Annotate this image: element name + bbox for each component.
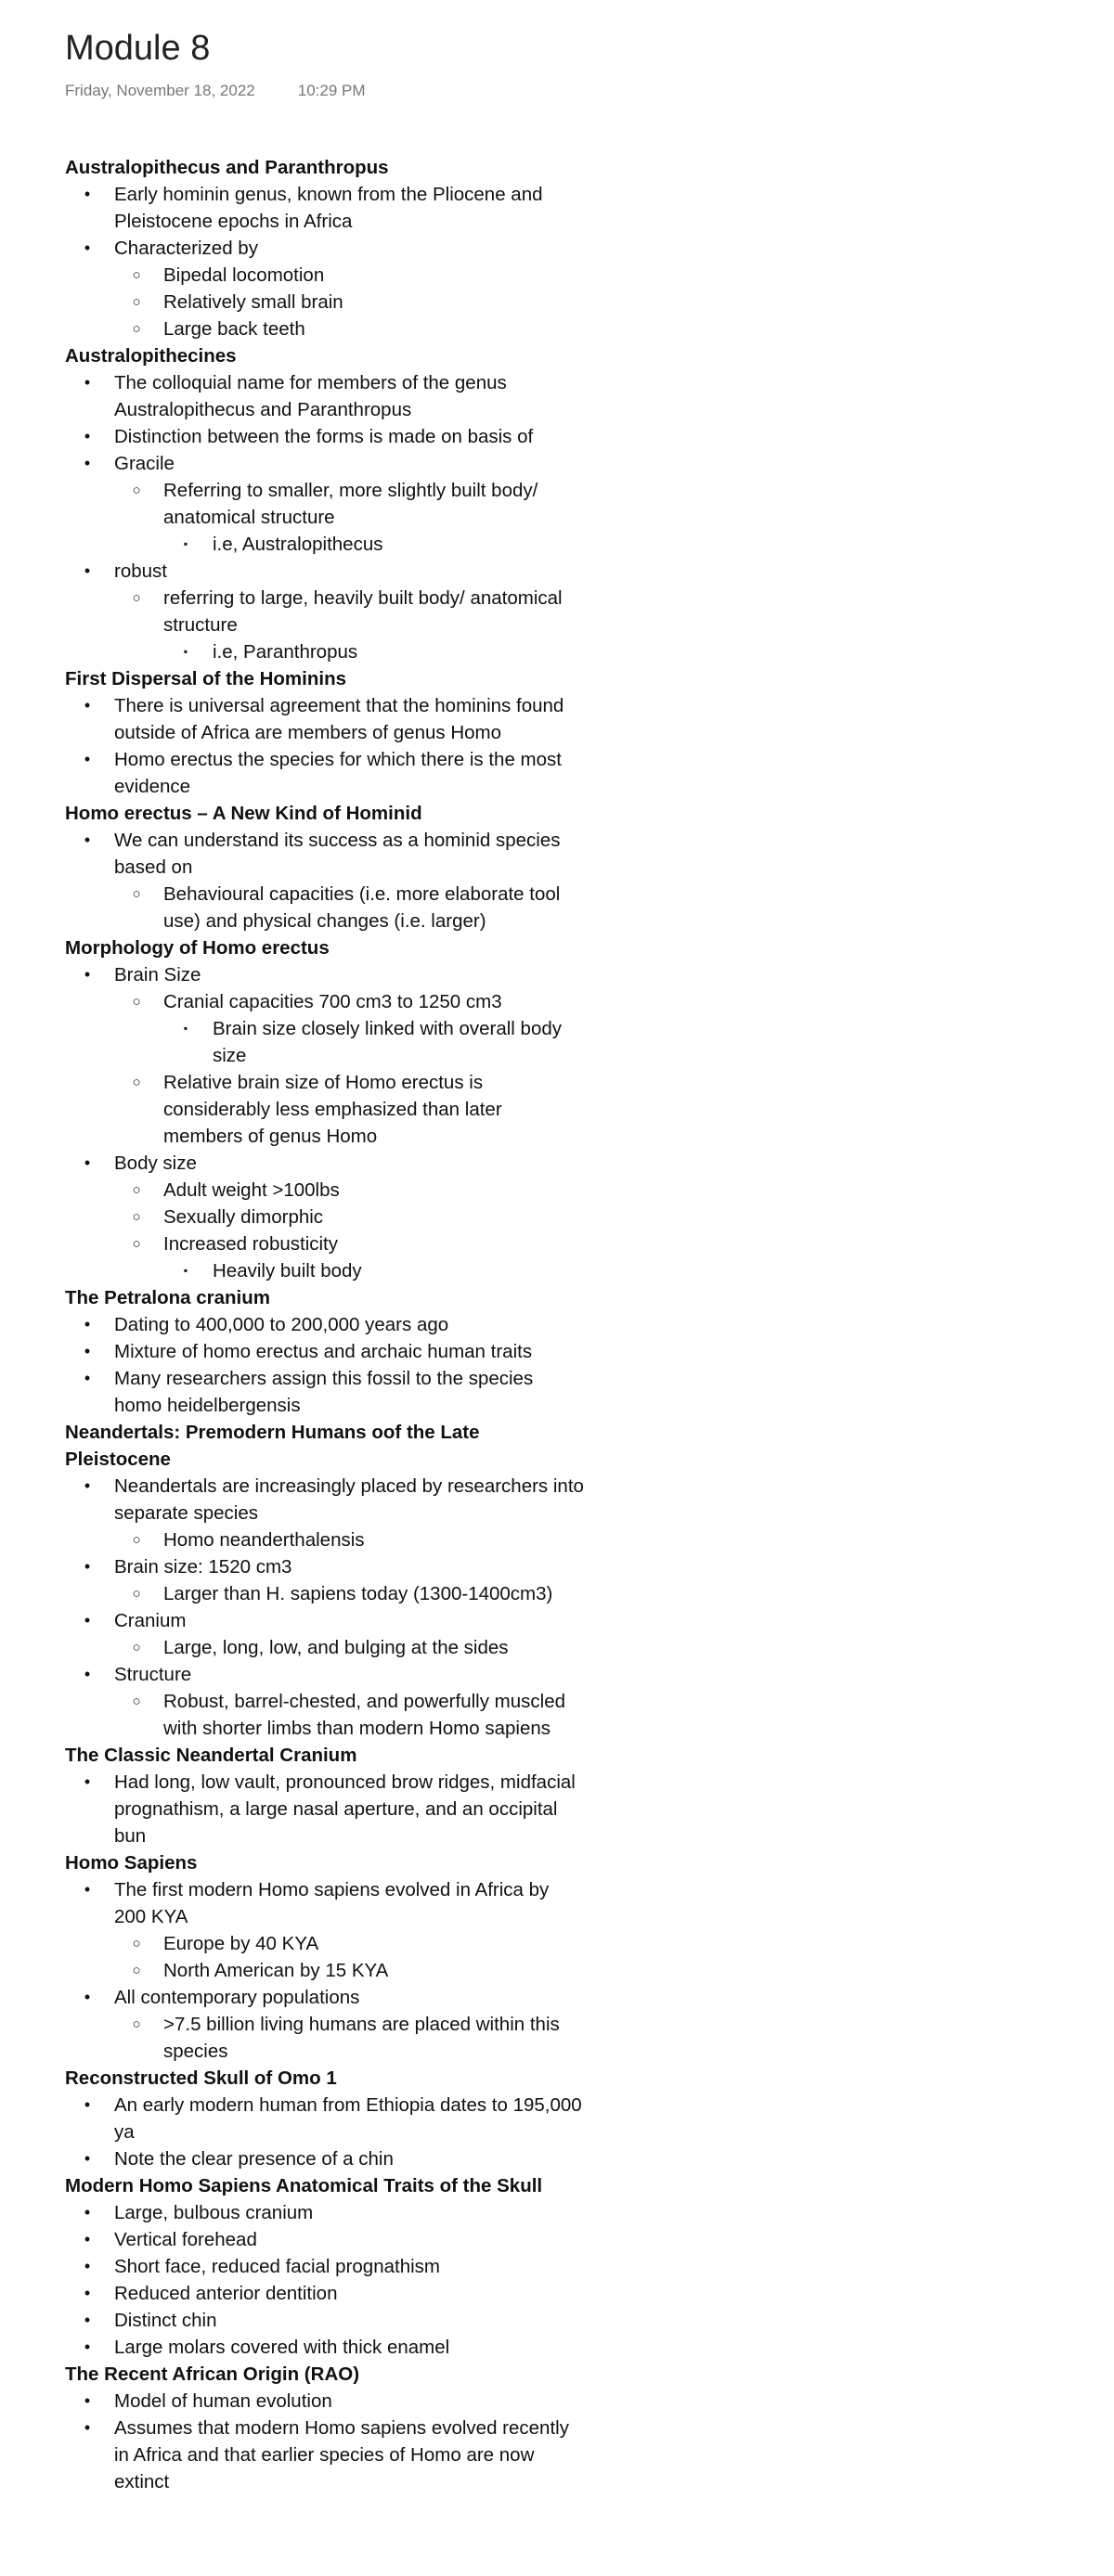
list-item-text: Had long, low vault, pronounced brow ridges, midfacial prognathism, a large nasal aperture, and an occipital bun	[114, 1771, 576, 1847]
list-item-text: Relative brain size of Homo erectus is considerably less emphasized than later members of genus Homo	[163, 1072, 502, 1147]
list-item[interactable]	[65, 1984, 585, 2011]
list-item-text: The first modern Homo sapiens evolved in Africa by 200 KYA	[114, 1879, 550, 1927]
list-item[interactable]	[65, 692, 585, 746]
list-item[interactable]	[65, 181, 585, 235]
list-item-text: Short face, reduced facial prognathism	[114, 2256, 440, 2277]
list-item-text: Brain Size	[114, 964, 201, 985]
list-item-text: Homo neanderthalensis	[163, 1529, 365, 1551]
bullet-icon: •	[84, 2338, 91, 2356]
bullet-icon: •	[84, 185, 91, 203]
note-body[interactable]	[65, 154, 585, 2495]
list-item[interactable]	[65, 2226, 585, 2253]
circle-bullet-icon: ○	[132, 1236, 141, 1252]
list-item-text: Reduced anterior dentition	[114, 2283, 338, 2304]
section-heading[interactable]: First Dispersal of the Hominins	[65, 668, 346, 689]
list-item[interactable]	[65, 235, 585, 262]
list-item[interactable]	[65, 2280, 585, 2307]
list-item-text: Homo erectus the species for which there is the most evidence	[114, 749, 562, 797]
list-item-text: Behavioural capacities (i.e. more elaborate tool use) and physical changes (i.e. larger)	[163, 883, 561, 932]
bullet-icon: •	[84, 1315, 91, 1333]
list-item[interactable]	[65, 1876, 585, 1930]
bullet-icon: •	[84, 427, 91, 445]
circle-bullet-icon: ○	[132, 294, 141, 310]
list-item[interactable]	[65, 1015, 585, 1069]
list-item[interactable]	[65, 1661, 585, 1688]
list-item[interactable]	[65, 2307, 585, 2334]
bullet-icon: •	[84, 1342, 91, 1360]
bullet-icon: •	[84, 2095, 91, 2114]
list-item-text: Many researchers assign this fossil to the species homo heidelbergensis	[114, 1368, 534, 1416]
list-item[interactable]	[65, 423, 585, 450]
circle-bullet-icon: ○	[132, 994, 141, 1010]
bullet-icon: •	[84, 2230, 91, 2248]
circle-bullet-icon: ○	[132, 321, 141, 337]
list-item[interactable]	[65, 1150, 585, 1177]
list-item-text: Europe by 40 KYA	[163, 1933, 319, 1954]
circle-bullet-icon: ○	[132, 483, 141, 498]
bullet-icon: •	[84, 1880, 91, 1899]
list-item[interactable]	[65, 1365, 585, 1419]
list-item[interactable]	[65, 1607, 585, 1634]
list-item[interactable]	[65, 881, 585, 934]
note-section	[65, 1742, 585, 1849]
list-item-text: Brain size: 1520 cm3	[114, 1556, 292, 1578]
list-item-text: Distinction between the forms is made on basis of	[114, 426, 534, 447]
list-item[interactable]	[65, 2388, 585, 2415]
note-section	[65, 665, 585, 800]
section-heading[interactable]: Homo Sapiens	[65, 1852, 198, 1874]
list-item[interactable]	[65, 2011, 585, 2065]
list-item[interactable]	[65, 1769, 585, 1849]
circle-bullet-icon: ○	[132, 1182, 141, 1198]
list-item[interactable]	[65, 316, 585, 342]
list-item[interactable]	[65, 1204, 585, 1230]
list-item[interactable]	[65, 1553, 585, 1580]
note-section	[65, 2065, 585, 2172]
note-section	[65, 1419, 585, 1742]
note-section	[65, 2172, 585, 2361]
list-item-text: Characterized by	[114, 238, 258, 259]
list-item[interactable]	[65, 1634, 585, 1661]
list-item-text: Cranium	[114, 1610, 187, 1631]
list-item[interactable]	[65, 531, 585, 558]
bullet-icon: •	[84, 1369, 91, 1387]
list-item-text: >7.5 billion living humans are placed within this species	[163, 2014, 560, 2062]
list-item-text: i.e, Paranthropus	[213, 641, 358, 663]
list-item[interactable]	[65, 289, 585, 316]
bullet-icon: •	[84, 2203, 91, 2222]
square-bullet-icon: ▪	[183, 537, 188, 550]
circle-bullet-icon: ○	[132, 1075, 141, 1090]
list-item-text: Assumes that modern Homo sapiens evolved recently in Africa and that earlier species of Homo are now extinct	[114, 2417, 569, 2492]
note-section	[65, 1849, 585, 2065]
bullet-icon: •	[84, 1611, 91, 1629]
note-section	[65, 1284, 585, 1419]
list-item[interactable]	[65, 262, 585, 289]
list-item[interactable]	[65, 2253, 585, 2280]
page-title[interactable]: Module 8	[65, 29, 211, 68]
list-item[interactable]	[65, 1230, 585, 1257]
list-item[interactable]	[65, 369, 585, 423]
list-item[interactable]	[65, 1338, 585, 1365]
bullet-icon: •	[84, 1988, 91, 2006]
bullet-icon: •	[84, 1665, 91, 1683]
section-heading[interactable]: The Recent African Origin (RAO)	[65, 2363, 360, 2385]
list-item-text: Vertical forehead	[114, 2229, 257, 2250]
list-item[interactable]	[65, 2145, 585, 2172]
list-item[interactable]	[65, 1311, 585, 1338]
bullet-icon: •	[84, 2284, 91, 2302]
list-item-text: referring to large, heavily built body/ anatomical structure	[163, 587, 563, 636]
list-item-text: We can understand its success as a hominid species based on	[114, 830, 561, 878]
circle-bullet-icon: ○	[132, 1532, 141, 1548]
circle-bullet-icon: ○	[132, 1963, 141, 1978]
list-item-text: Larger than H. sapiens today (1300-1400cm3)	[163, 1583, 553, 1604]
list-item[interactable]	[65, 638, 585, 665]
note-section	[65, 154, 585, 342]
list-item[interactable]	[65, 2092, 585, 2145]
section-heading[interactable]: Modern Homo Sapiens Anatomical Traits of the Skull	[65, 2175, 543, 2196]
list-item-text: Dating to 400,000 to 200,000 years ago	[114, 1314, 449, 1335]
list-item[interactable]	[65, 2415, 585, 2495]
list-item-text: Large, long, low, and bulging at the sides	[163, 1637, 509, 1658]
list-item-text: The colloquial name for members of the genus Australopithecus and Paranthropus	[114, 372, 507, 420]
list-item-text: Distinct chin	[114, 2310, 217, 2331]
section-heading[interactable]: Morphology of Homo erectus	[65, 937, 330, 959]
square-bullet-icon: ▪	[183, 1264, 188, 1277]
circle-bullet-icon: ○	[132, 1640, 141, 1655]
section-heading[interactable]: Neandertals: Premodern Humans oof the Late Pleistocene	[65, 1422, 480, 1470]
list-item-text: An early modern human from Ethiopia dates to 195,000 ya	[114, 2094, 582, 2143]
circle-bullet-icon: ○	[132, 590, 141, 606]
section-heading[interactable]: The Classic Neandertal Cranium	[65, 1745, 357, 1766]
circle-bullet-icon: ○	[132, 886, 141, 902]
list-item-text: Model of human evolution	[114, 2390, 332, 2412]
bullet-icon: •	[84, 2418, 91, 2437]
list-item-text: Increased robusticity	[163, 1233, 339, 1255]
list-item-text: North American by 15 KYA	[163, 1960, 389, 1981]
list-item[interactable]	[65, 450, 585, 477]
list-item[interactable]	[65, 746, 585, 800]
bullet-icon: •	[84, 831, 91, 849]
bullet-icon: •	[84, 238, 91, 257]
bullet-icon: •	[84, 965, 91, 984]
list-item-text: Sexually dimorphic	[163, 1206, 324, 1228]
note-section	[65, 2361, 585, 2495]
circle-bullet-icon: ○	[132, 1936, 141, 1951]
bullet-icon: •	[84, 750, 91, 768]
list-item[interactable]	[65, 827, 585, 881]
list-item[interactable]	[65, 585, 585, 638]
bullet-icon: •	[84, 1772, 91, 1791]
list-item[interactable]	[65, 1257, 585, 1284]
list-item[interactable]	[65, 1688, 585, 1742]
list-item-text: Large back teeth	[163, 318, 305, 340]
bullet-icon: •	[84, 2391, 91, 2410]
note-meta	[65, 82, 585, 100]
list-item-text: Adult weight >100lbs	[163, 1179, 340, 1201]
section-heading[interactable]: The Petralona cranium	[65, 1287, 271, 1308]
list-item-text: Heavily built body	[213, 1260, 362, 1282]
circle-bullet-icon: ○	[132, 267, 141, 283]
list-item[interactable]	[65, 2199, 585, 2226]
list-item[interactable]	[65, 1930, 585, 1957]
note-section	[65, 934, 585, 1284]
bullet-icon: •	[84, 1476, 91, 1495]
bullet-icon: •	[84, 454, 91, 472]
section-heading[interactable]: Reconstructed Skull of Omo 1	[65, 2067, 337, 2089]
list-item[interactable]	[65, 1957, 585, 1984]
list-item[interactable]	[65, 1177, 585, 1204]
list-item-text: Cranial capacities 700 cm3 to 1250 cm3	[163, 991, 502, 1012]
list-item[interactable]	[65, 1526, 585, 1553]
section-heading[interactable]: Australopithecus and Paranthropus	[65, 157, 389, 178]
list-item-text: Large, bulbous cranium	[114, 2202, 314, 2223]
list-item-text: Large molars covered with thick enamel	[114, 2337, 450, 2358]
list-item-text: robust	[114, 560, 167, 582]
list-item[interactable]	[65, 477, 585, 531]
circle-bullet-icon: ○	[132, 1586, 141, 1602]
list-item[interactable]	[65, 988, 585, 1015]
list-item-text: i.e, Australopithecus	[213, 534, 383, 555]
bullet-icon: •	[84, 2257, 91, 2275]
bullet-icon: •	[84, 2311, 91, 2329]
circle-bullet-icon: ○	[132, 2016, 141, 2032]
circle-bullet-icon: ○	[132, 1209, 141, 1225]
list-item[interactable]	[65, 2334, 585, 2361]
bullet-icon: •	[84, 1153, 91, 1172]
bullet-icon: •	[84, 1557, 91, 1576]
section-heading[interactable]: Homo erectus – A New Kind of Hominid	[65, 803, 422, 824]
note-section	[65, 800, 585, 934]
circle-bullet-icon: ○	[132, 1694, 141, 1709]
bullet-icon: •	[84, 561, 91, 580]
list-item[interactable]	[65, 1473, 585, 1526]
bullet-icon: •	[84, 696, 91, 715]
list-item-text: Structure	[114, 1664, 192, 1685]
list-item-text: Brain size closely linked with overall body size	[213, 1018, 563, 1066]
bullet-icon: •	[84, 373, 91, 392]
note-section	[65, 342, 585, 665]
list-item-text: Referring to smaller, more slightly built body/ anatomical structure	[163, 480, 538, 528]
list-item[interactable]	[65, 961, 585, 988]
list-item-text: Neandertals are increasingly placed by researchers into separate species	[114, 1475, 584, 1524]
list-item-text: Early hominin genus, known from the Pliocene and Pleistocene epochs in Africa	[114, 184, 543, 232]
note-date: Friday, November 18, 2022	[65, 82, 255, 99]
list-item-text: Gracile	[114, 453, 175, 474]
list-item-text: Robust, barrel-chested, and powerfully muscled with shorter limbs than modern Homo sapiens	[163, 1691, 565, 1739]
list-item-text: Body size	[114, 1153, 197, 1174]
bullet-icon: •	[84, 2149, 91, 2168]
list-item-text: There is universal agreement that the hominins found outside of Africa are members of genus Homo	[114, 695, 564, 743]
list-item-text: Relatively small brain	[163, 291, 343, 313]
list-item[interactable]	[65, 1069, 585, 1150]
square-bullet-icon: ▪	[183, 645, 188, 658]
list-item[interactable]	[65, 558, 585, 585]
list-item-text: Note the clear presence of a chin	[114, 2148, 394, 2170]
square-bullet-icon: ▪	[183, 1022, 188, 1035]
note-time: 10:29 PM	[297, 82, 366, 99]
list-item-text: All contemporary populations	[114, 1987, 360, 2008]
list-item-text: Mixture of homo erectus and archaic human traits	[114, 1341, 533, 1362]
list-item[interactable]	[65, 1580, 585, 1607]
note-page	[65, 26, 585, 2495]
list-item-text: Bipedal locomotion	[163, 264, 325, 286]
section-heading[interactable]: Australopithecines	[65, 345, 237, 367]
